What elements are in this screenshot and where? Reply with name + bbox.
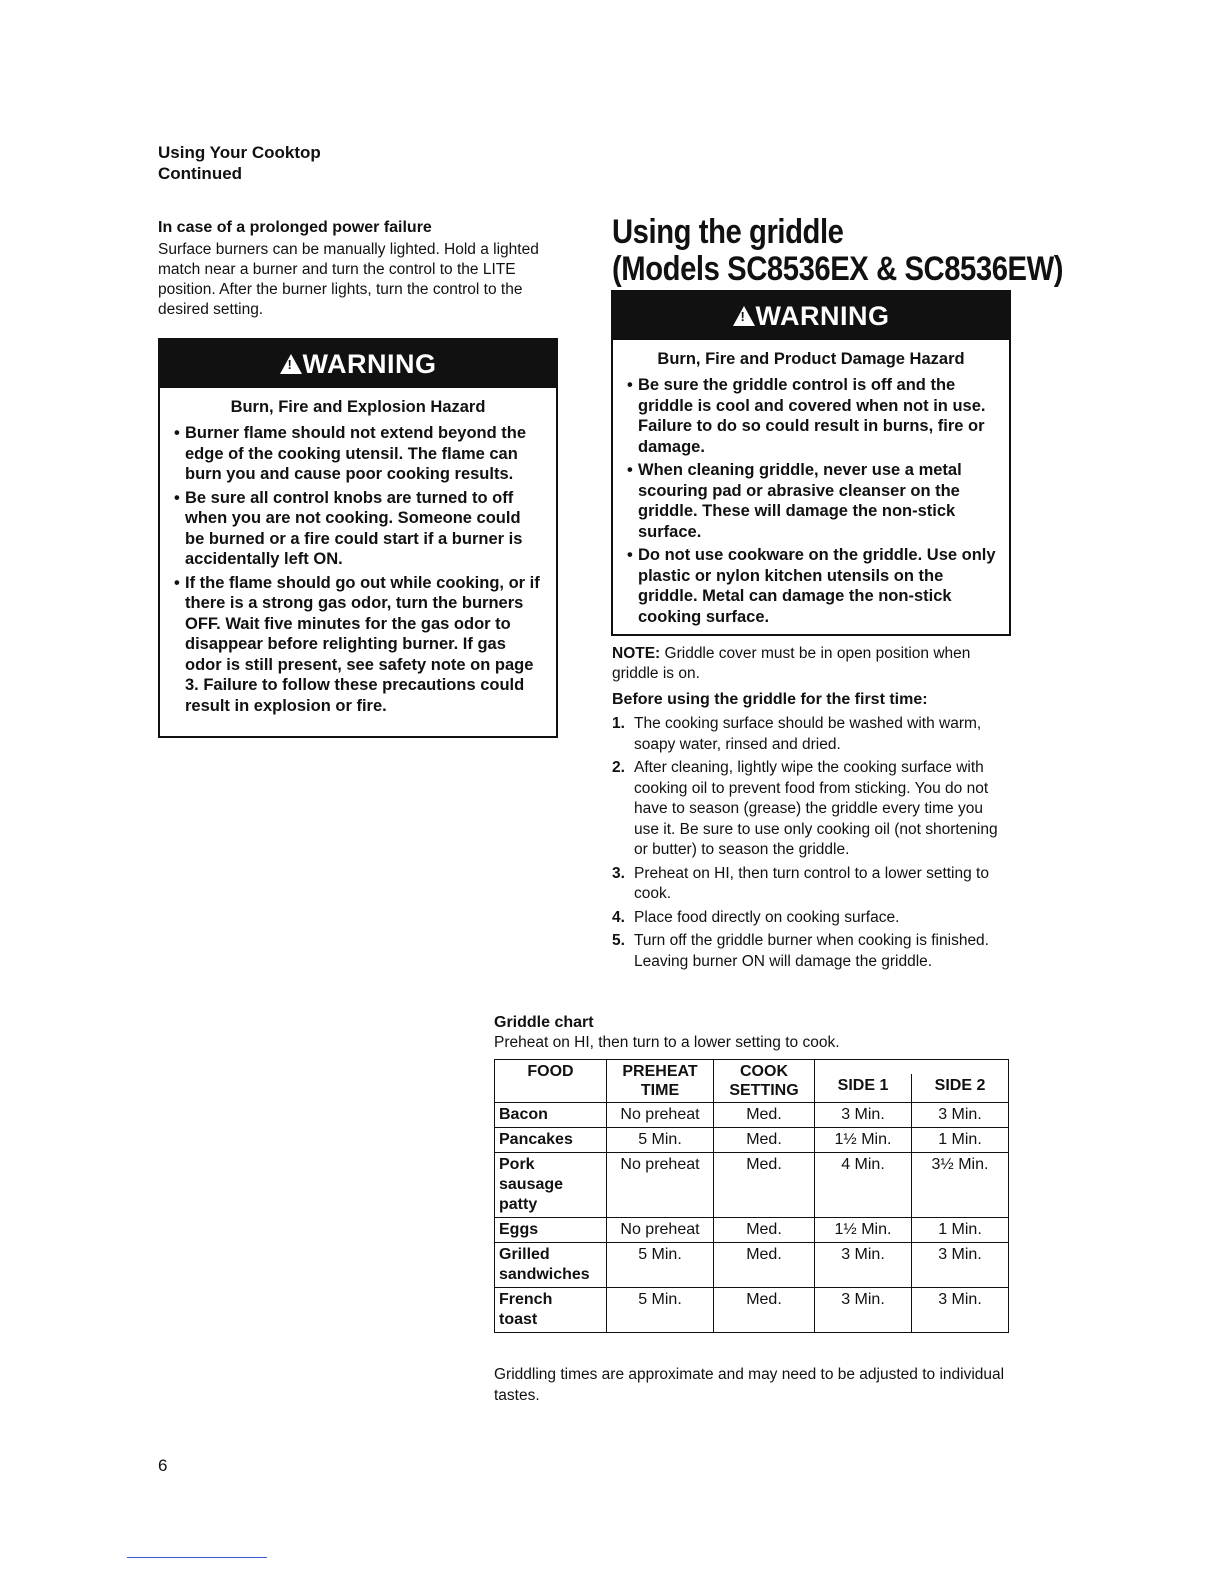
warning-item: • Be sure the griddle control is off and the griddle is cool and covered when not in use. Failure to do so could result in burns, fire or damage. xyxy=(627,375,997,457)
cell-side-1: 3 Min. xyxy=(815,1243,912,1288)
warning-item: • If the flame should go out while cooking, or if there is a strong gas odor, turn the burners OFF. Wait five minutes for the gas odor to disappear before relighting burner. If gas odor is still present, see safety note on page 3. Failure to follow these precautions could result in explosion or fire. xyxy=(174,573,544,717)
header-side-1: SIDE 1 xyxy=(815,1074,912,1103)
warning-hazard-title: Burn, Fire and Product Damage Hazard xyxy=(657,350,965,368)
cell-side-1: 3 Min. xyxy=(815,1103,912,1128)
cell-side-2: 1 Min. xyxy=(912,1128,1009,1153)
note-text: Griddle cover must be in open position when griddle is on. xyxy=(612,645,971,682)
warning-triangle-icon xyxy=(733,306,755,326)
header-food: FOOD xyxy=(495,1060,607,1103)
cell-side-2: 3 Min. xyxy=(912,1103,1009,1128)
step-text: Preheat on HI, then turn control to a lower setting to cook. xyxy=(634,864,989,902)
table-row xyxy=(495,1103,1009,1128)
warning-label: WARNING xyxy=(755,301,890,331)
cell-setting: Med. xyxy=(714,1288,815,1333)
warning-item: • Burner flame should not extend beyond the edge of the cooking utensil. The flame can burn you and cause poor cooking results. xyxy=(174,423,544,485)
page-title xyxy=(612,214,1063,288)
warning-list xyxy=(613,375,1009,642)
step-number: 3. xyxy=(612,864,625,882)
chart-title: Griddle chart xyxy=(494,1014,594,1031)
cell-preheat: No preheat xyxy=(607,1103,714,1128)
cell-side-1: 1½ Min. xyxy=(815,1128,912,1153)
warning-triangle-icon xyxy=(280,354,302,374)
table-row xyxy=(495,1153,1009,1218)
cell-preheat: 5 Min. xyxy=(607,1288,714,1333)
cell-food: Grilled sandwiches xyxy=(495,1243,607,1288)
title-line-2: (Models SC8536EX & SC8536EW) xyxy=(612,250,1064,288)
step-number: 2. xyxy=(612,759,625,776)
cell-food: Pancakes xyxy=(495,1128,607,1153)
cell-side-2: 1 Min. xyxy=(912,1218,1009,1243)
explosion-warning-box xyxy=(158,338,558,738)
cell-side-2: 3½ Min. xyxy=(912,1153,1009,1218)
griddle-warning-box xyxy=(611,290,1011,636)
page-number: 6 xyxy=(158,1456,168,1475)
steps-list xyxy=(612,714,1012,972)
step-number: 1. xyxy=(612,715,625,732)
table-row xyxy=(495,1218,1009,1243)
section-header xyxy=(158,142,321,184)
footer-rule xyxy=(127,1557,267,1558)
griddle-chart xyxy=(494,1012,1008,1333)
before-first-use-heading: Before using the griddle for the first time: xyxy=(612,691,928,708)
warning-item: • Be sure all control knobs are turned to off when you are not cooking. Someone could be burned or a fire could start if a burner is accidentally left ON. xyxy=(174,488,544,570)
chart-intro: Preheat on HI, then turn to a lower setting to cook. xyxy=(494,1034,840,1051)
step-item xyxy=(612,714,1012,755)
step-item xyxy=(612,908,1012,929)
cell-side-2: 3 Min. xyxy=(912,1288,1009,1333)
title-line-1: Using the griddle xyxy=(612,213,844,251)
warning-item: • Do not use cookware on the griddle. Use only plastic or nylon kitchen utensils on the griddle. Metal can damage the non-stick cooking surface. xyxy=(627,545,997,627)
header-preheat: PREHEAT TIME xyxy=(607,1060,714,1103)
cell-setting: Med. xyxy=(714,1243,815,1288)
step-text: Turn off the griddle burner when cooking is finished. Leaving burner ON will damage the griddle. xyxy=(634,932,989,970)
cell-preheat: No preheat xyxy=(607,1218,714,1243)
step-number: 4. xyxy=(612,908,625,926)
cell-preheat: 5 Min. xyxy=(607,1128,714,1153)
note xyxy=(612,644,1012,684)
step-text: Place food directly on cooking surface. xyxy=(634,908,900,926)
warning-banner xyxy=(160,340,556,388)
power-failure-section xyxy=(158,218,558,320)
cell-food: Pork sausage patty xyxy=(495,1153,607,1218)
step-item xyxy=(612,931,1012,972)
cell-side-1: 3 Min. xyxy=(815,1288,912,1333)
section-title: Using Your Cooktop xyxy=(158,143,321,162)
cell-preheat: No preheat xyxy=(607,1153,714,1218)
header-times-group xyxy=(815,1060,1009,1075)
header-cook-setting: COOK SETTING xyxy=(714,1060,815,1103)
section-subtitle: Continued xyxy=(158,164,243,183)
cell-setting: Med. xyxy=(714,1153,815,1218)
cell-side-2: 3 Min. xyxy=(912,1243,1009,1288)
cell-setting: Med. xyxy=(714,1218,815,1243)
table-row xyxy=(495,1128,1009,1153)
griddle-instructions xyxy=(612,644,1012,975)
step-item xyxy=(612,864,1012,905)
note-label: NOTE: xyxy=(612,645,661,662)
table-header-row xyxy=(495,1060,1009,1075)
step-text: After cleaning, lightly wipe the cooking surface with cooking oil to prevent food from sticking. You do not have to season (grease) the griddle every time you use it. Be sure to use only cooking oil (not shortening or butter) to season the griddle. xyxy=(634,759,998,858)
power-failure-heading: In case of a prolonged power failure xyxy=(158,219,432,236)
warning-banner xyxy=(613,292,1009,340)
cell-setting: Med. xyxy=(714,1128,815,1153)
cell-preheat: 5 Min. xyxy=(607,1243,714,1288)
cell-side-1: 1½ Min. xyxy=(815,1218,912,1243)
cell-setting: Med. xyxy=(714,1103,815,1128)
warning-item: • When cleaning griddle, never use a metal scouring pad or abrasive cleanser on the griddle. These will damage the non-stick surface. xyxy=(627,460,997,542)
step-item xyxy=(612,758,1012,861)
cell-food: Eggs xyxy=(495,1218,607,1243)
warning-hazard-title: Burn, Fire and Explosion Hazard xyxy=(230,398,486,416)
cell-side-1: 4 Min. xyxy=(815,1153,912,1218)
cell-food: Bacon xyxy=(495,1103,607,1128)
table-row xyxy=(495,1288,1009,1333)
cell-food: French toast xyxy=(495,1288,607,1333)
step-number: 5. xyxy=(612,932,625,949)
power-failure-text: Surface burners can be manually lighted. Hold a lighted match near a burner and turn the control to the LITE position. After the burner lights, turn the control to the desired setting. xyxy=(158,241,539,318)
warning-label: WARNING xyxy=(302,349,437,379)
step-text: The cooking surface should be washed with warm, soapy water, rinsed and dried. xyxy=(634,715,982,753)
warning-list xyxy=(160,423,556,731)
table-row xyxy=(495,1243,1009,1288)
chart-footnote: Griddling times are approximate and may need to be adjusted to individual tastes. xyxy=(494,1366,1005,1404)
griddle-table xyxy=(494,1059,1009,1333)
header-side-2: SIDE 2 xyxy=(912,1074,1009,1103)
